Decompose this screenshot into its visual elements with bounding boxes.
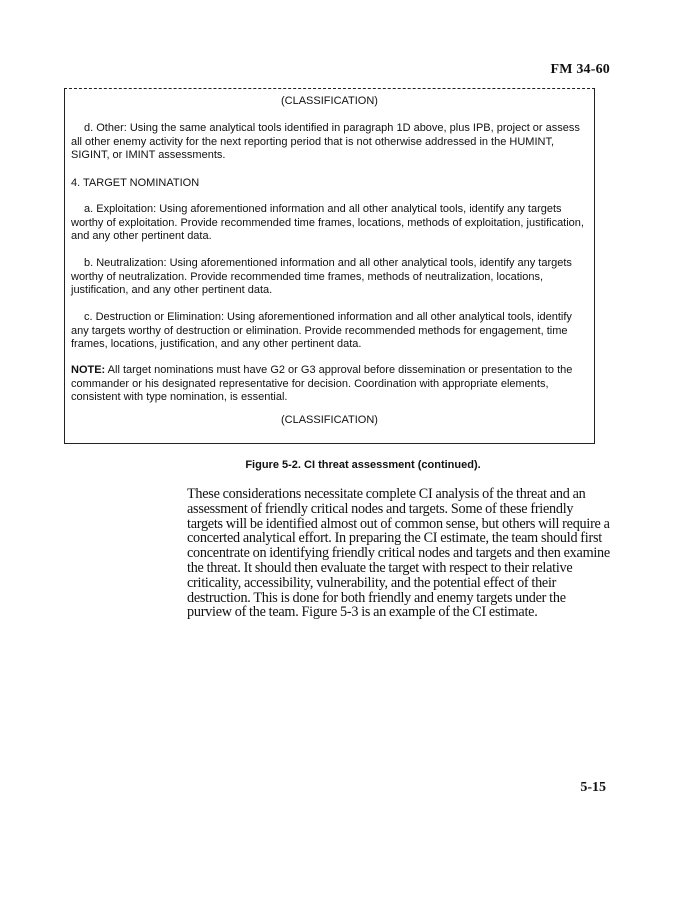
classification-marking-bottom: (CLASSIFICATION) [281,414,378,426]
paragraph-other-text: d. Other: Using the same analytical tools identified in paragraph 1D above, plus IPB, project or assess all other enemy activity for the next reporting period that is not otherwise addressed in the HUMINT, SIGINT, or IMINT assessments. [71,122,580,161]
manual-id-header: FM 34-60 [550,62,610,77]
paragraph-other [71,122,585,163]
paragraph-exploitation [71,203,585,244]
figure-caption [0,459,696,471]
classification-marking-top: (CLASSIFICATION) [281,95,378,107]
note-paragraph [71,364,585,405]
body-paragraph: These considerations necessitate complete CI analysis of the threat and an assessment of friendly critical nodes and targets. Some of these friendly targets will be identified almost out of common sense, but others will require a concerted analytical effort. In preparing the CI estimate, the team should first concentrate on identifying friendly critical nodes and targets and then examine the threat. It should then evaluate the target with respect to their relative criticality, accessibility, vulnerability, and the potential effect of their destruction. This is done for both friendly and enemy targets under the purview of the team. Figure 5-3 is an example of the CI estimate. [187,486,610,621]
note-label: NOTE: [71,364,106,376]
paragraph-destruction-text: c. Destruction or Elimination: Using aforementioned information and all other analytical tools, identify any targets worthy of destruction or elimination. Provide recommended methods for engagement, time frames, locations, justification, and any other pertinent data. [71,311,572,350]
paragraph-destruction [71,311,585,352]
paragraph-exploitation-text: a. Exploitation: Using aforementioned information and all other analytical tools, identify any targets worthy of exploitation. Provide recommended time frames, locations, methods of exploitation, justification, and any other pertinent data. [71,203,584,242]
figure-box [64,88,595,444]
section-heading-target-nomination: 4. TARGET NOMINATION [71,177,200,189]
note-text: All target nominations must have G2 or G3 approval before dissemination or presentation to the commander or his designated representative for decision. Coordination with appropriate elements, consistent with type nomination, is essential. [71,364,573,403]
paragraph-neutralization-text: b. Neutralization: Using aforementioned information and all other analytical tools, identify any targets worthy of neutralization. Provide recommended time frames, methods of neutralization, locations, justification, and any other pertinent data. [71,257,572,296]
page-number: 5-15 [580,780,606,795]
figure-caption-text: Figure 5-2. CI threat assessment (continued). [245,459,481,471]
paragraph-neutralization [71,257,585,298]
